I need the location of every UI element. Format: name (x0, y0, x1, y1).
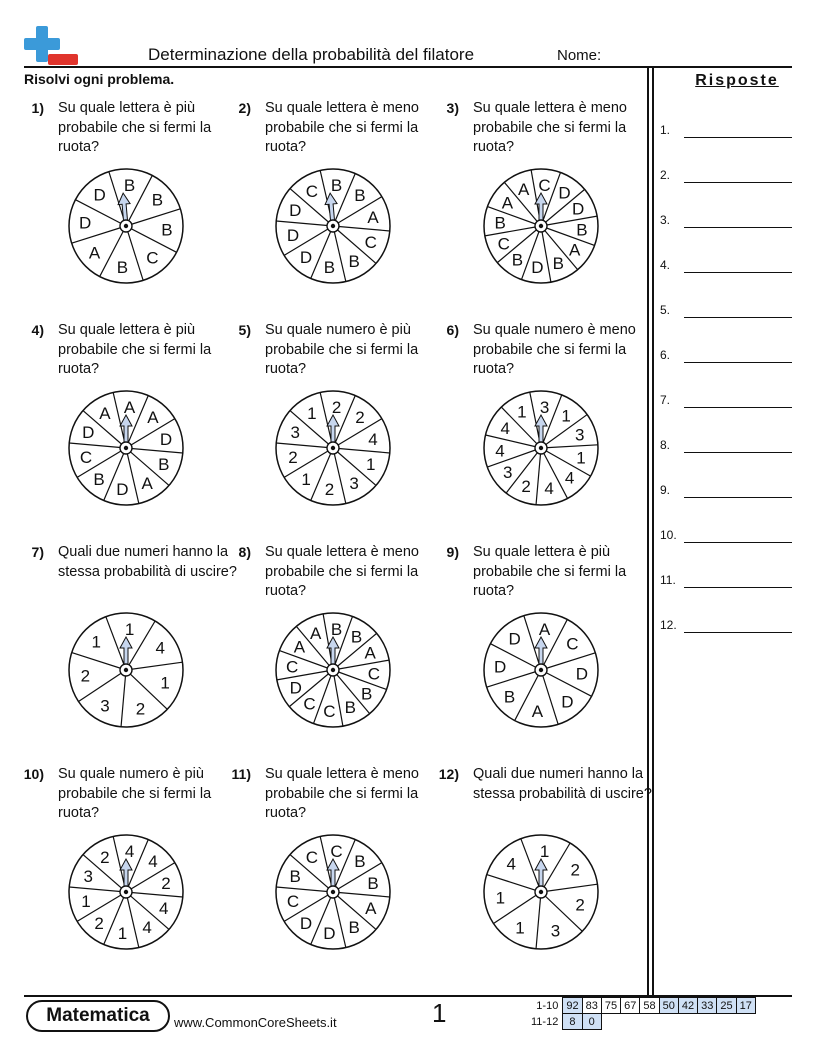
spinner-wheel (66, 610, 186, 730)
spinner-wheel (273, 388, 393, 508)
answer-number: 6. (660, 348, 671, 362)
sector-label: 2 (324, 479, 335, 499)
sector-label: 2 (521, 477, 531, 497)
problem-question: Su quale lettera è meno probabile che si fermi la ruota? (473, 100, 627, 155)
sector-label: C (566, 634, 579, 654)
sector-label: 1 (117, 923, 128, 943)
spinner-wheel (481, 388, 601, 508)
sector-label: 2 (570, 860, 580, 880)
sector-label: 4 (544, 479, 554, 499)
spinner-hub-dot (331, 890, 335, 894)
score-row (528, 1014, 755, 1030)
answer-number: 10. (660, 528, 677, 542)
sector-label: 1 (307, 403, 317, 423)
answer-number: 11. (660, 573, 676, 587)
header-rule (24, 66, 792, 68)
answer-number: 1. (660, 123, 671, 137)
footer-url[interactable]: www.CommonCoreSheets.it (174, 1015, 337, 1030)
sector-label: 2 (135, 699, 146, 719)
sector-label: C (303, 694, 316, 714)
page-number: 1 (432, 998, 447, 1028)
score-cell: 67 (621, 998, 640, 1014)
answer-number: 7. (660, 393, 671, 407)
sector-label: 2 (575, 895, 585, 915)
sector-label: 4 (142, 918, 152, 938)
sector-label: 4 (155, 638, 165, 658)
sector-label: 4 (495, 441, 505, 461)
spinner-hub-dot (124, 890, 128, 894)
score-cell: 50 (659, 998, 678, 1014)
problem-question: Su quale lettera è meno probabile che si fermi la ruota? (265, 544, 419, 599)
sector-label: A (365, 899, 377, 919)
sector-label: A (147, 408, 159, 428)
problem-question: Su quale lettera è più probabile che si fermi la ruota? (58, 322, 212, 377)
sector-label: 4 (159, 899, 169, 919)
sector-label: 2 (288, 448, 298, 468)
sector-label: B (348, 252, 360, 272)
answer-blank[interactable] (684, 182, 792, 183)
spinner-hub-dot (124, 446, 128, 450)
sector-label: 3 (290, 422, 300, 442)
spinner-wheel (481, 832, 601, 952)
problem-number: 8) (238, 544, 251, 560)
answer-blank[interactable] (684, 227, 792, 228)
score-cell: 83 (582, 998, 601, 1014)
problem-number: 5) (238, 322, 251, 338)
sector-label: D (286, 226, 300, 246)
sector-label: 3 (574, 425, 585, 445)
sector-label: C (146, 248, 159, 268)
sector-label: A (88, 243, 101, 263)
sector-label: B (367, 873, 379, 893)
problem-number: 9) (446, 544, 459, 560)
sector-label: 1 (515, 918, 525, 938)
answer-blank[interactable] (684, 632, 792, 633)
score-row (528, 998, 755, 1014)
sector-label: D (289, 678, 302, 698)
sector-label: A (123, 398, 136, 418)
score-cell: 92 (563, 998, 582, 1014)
sector-label: C (305, 847, 319, 867)
sector-label: C (286, 892, 300, 912)
sector-label: 4 (506, 854, 517, 874)
sector-label: D (299, 247, 313, 267)
sector-label: 1 (539, 842, 550, 862)
column-divider (652, 68, 654, 995)
sector-label: 3 (100, 696, 110, 716)
sector-label: B (123, 176, 136, 196)
sector-label: D (323, 923, 336, 943)
answer-blank[interactable] (684, 587, 792, 588)
sector-label: B (552, 254, 565, 274)
sector-label: B (511, 250, 524, 270)
spinner-wheel (66, 166, 186, 286)
sector-label: 2 (355, 408, 365, 428)
sector-label: D (508, 629, 521, 649)
sector-label: B (360, 684, 373, 704)
answer-blank[interactable] (684, 452, 792, 453)
score-cell: 8 (563, 1014, 582, 1030)
spinner-hub-dot (539, 446, 543, 450)
brand-logo: Matematica (26, 1000, 170, 1032)
sector-label: B (330, 620, 343, 640)
score-cell: 58 (640, 998, 659, 1014)
spinner-wheel (481, 610, 601, 730)
sector-label: A (309, 623, 322, 643)
score-range-label: 1-10 (536, 999, 559, 1012)
sector-label: 1 (576, 448, 586, 468)
sector-label: C (538, 176, 551, 196)
spinner-wheel (273, 832, 393, 952)
sector-label: 3 (550, 921, 561, 941)
answer-number: 8. (660, 438, 671, 452)
sector-label: A (367, 207, 379, 227)
answer-blank[interactable] (684, 407, 792, 408)
sector-label: B (151, 190, 164, 210)
sector-label: A (517, 179, 530, 199)
sector-label: A (293, 637, 306, 657)
sector-label: 1 (81, 892, 91, 912)
sector-label: 1 (160, 673, 170, 693)
spinner-wheel (66, 388, 186, 508)
sector-label: B (354, 852, 366, 872)
score-cell: 33 (698, 998, 717, 1014)
sector-label: B (576, 220, 588, 240)
sector-label: 4 (564, 468, 575, 488)
score-cell: 17 (736, 998, 755, 1014)
spinner-wheel (481, 166, 601, 286)
sector-label: 1 (91, 632, 102, 652)
sector-label: B (503, 687, 516, 707)
sector-label: 2 (80, 666, 91, 686)
score-cell: 75 (601, 998, 620, 1014)
sector-label: 4 (124, 842, 135, 862)
sector-label: C (330, 842, 343, 862)
problem-question: Su quale lettera è più probabile che si fermi la ruota? (58, 100, 212, 155)
problem-question: Su quale numero è meno probabile che si fermi la ruota? (473, 322, 636, 377)
sector-label: B (116, 257, 129, 277)
sector-label: D (558, 183, 571, 203)
spinner-hub-dot (331, 224, 335, 228)
spinner-wheel (66, 832, 186, 952)
spinner-hub-dot (539, 890, 543, 894)
spinner-wheel (273, 166, 393, 286)
sector-label: A (531, 701, 544, 721)
sector-label: A (364, 643, 376, 663)
instructions: Risolvi ogni problema. (24, 71, 175, 87)
sector-label: D (82, 422, 95, 442)
problem-number: 10) (23, 766, 44, 782)
sector-label: D (531, 257, 544, 277)
sector-label: 2 (331, 398, 342, 418)
score-cell: 42 (678, 998, 697, 1014)
sector-label: D (116, 479, 129, 499)
sector-label: 3 (503, 463, 513, 483)
spinner-hub-dot (539, 224, 543, 228)
sector-label: 2 (161, 873, 171, 893)
sector-label: C (364, 233, 377, 253)
sector-label: B (348, 918, 360, 938)
problem-question: Su quale lettera è più probabile che si fermi la ruota? (473, 544, 627, 599)
sector-label: B (323, 257, 336, 277)
sector-label: D (289, 200, 302, 220)
sector-label: B (289, 866, 301, 886)
sector-label: 1 (495, 888, 506, 908)
sector-label: C (285, 657, 299, 677)
sector-label: B (93, 469, 105, 489)
sector-label: D (93, 185, 106, 205)
problem-number: 6) (446, 322, 459, 338)
plus-minus-logo-icon (24, 24, 80, 68)
score-range-label: 11-12 (531, 1015, 559, 1028)
sector-label: A (501, 193, 514, 213)
sector-label: 3 (83, 866, 93, 886)
sector-label: A (141, 474, 153, 494)
sector-label: D (561, 692, 574, 712)
sector-label: D (78, 213, 92, 233)
answer-number: 9. (660, 483, 671, 497)
problem-number: 2) (238, 100, 251, 116)
sector-label: 1 (561, 406, 571, 426)
spinner-hub-dot (124, 224, 128, 228)
sector-label: A (538, 620, 551, 640)
answer-number: 4. (660, 258, 671, 272)
answer-blank[interactable] (684, 272, 792, 273)
sector-label: B (494, 213, 506, 233)
sector-label: 1 (124, 620, 135, 640)
answer-number: 3. (660, 213, 671, 227)
problem-number: 7) (31, 544, 44, 560)
score-table (528, 997, 756, 1030)
spinner-hub-dot (331, 668, 335, 672)
sector-label: D (572, 199, 585, 219)
problem-question: Quali due numeri hanno la stessa probabilità di uscire? (473, 766, 652, 802)
page-title: Determinazione della probabilità del filatore (148, 45, 475, 64)
sector-label: B (161, 220, 173, 240)
sector-label: 3 (349, 474, 359, 494)
answer-blank[interactable] (684, 497, 792, 498)
sector-label: B (350, 627, 363, 647)
sector-label: 4 (500, 418, 511, 438)
answers-title: Risposte (695, 72, 779, 89)
sector-label: C (79, 448, 93, 468)
sector-label: 3 (539, 398, 550, 418)
sector-label: 1 (517, 402, 527, 422)
problem-number: 11) (231, 766, 251, 782)
sector-label: 4 (368, 429, 378, 449)
answer-blank[interactable] (684, 137, 792, 138)
spinner-hub-dot (124, 668, 128, 672)
score-cell: 0 (582, 1014, 601, 1030)
sector-label: D (575, 664, 589, 684)
column-divider (647, 68, 649, 995)
answer-blank[interactable] (684, 362, 792, 363)
sector-label: 4 (148, 852, 158, 872)
answer-blank[interactable] (684, 317, 792, 318)
answer-blank[interactable] (684, 542, 792, 543)
problem-number: 3) (446, 100, 459, 116)
sector-label: B (330, 176, 343, 196)
spinner-hub-dot (331, 446, 335, 450)
problem-number: 4) (31, 322, 44, 338)
sector-label: C (323, 701, 336, 721)
sector-label: D (159, 429, 173, 449)
sector-label: C (367, 664, 381, 684)
sector-label: B (354, 186, 366, 206)
sector-label: 2 (100, 847, 110, 867)
name-label: Nome: (557, 47, 602, 64)
sector-label: D (493, 657, 507, 677)
sector-label: A (99, 403, 111, 423)
problem-question: Quali due numeri hanno la stessa probabilità di uscire? (58, 544, 237, 580)
score-cell: 25 (717, 998, 736, 1014)
sector-label: 1 (301, 469, 311, 489)
problem-number: 12) (438, 766, 459, 782)
sector-label: B (158, 455, 170, 475)
answer-number: 5. (660, 303, 671, 317)
problem-question: Su quale lettera è meno probabile che si fermi la ruota? (265, 100, 419, 155)
answer-number: 12. (660, 618, 677, 632)
sector-label: B (344, 698, 357, 718)
answer-number: 2. (660, 168, 671, 182)
sector-label: C (305, 181, 319, 201)
problem-question: Su quale lettera è meno probabile che si fermi la ruota? (265, 766, 419, 821)
sector-label: C (497, 234, 510, 254)
sector-label: D (299, 913, 313, 933)
spinner-wheel (273, 610, 393, 730)
problem-question: Su quale numero è più probabile che si fermi la ruota? (265, 322, 419, 377)
sector-label: A (568, 240, 581, 260)
spinner-hub-dot (539, 668, 543, 672)
problem-question: Su quale numero è più probabile che si fermi la ruota? (58, 766, 212, 821)
sector-label: 1 (366, 455, 376, 475)
problem-number: 1) (31, 100, 44, 116)
sector-label: 2 (94, 913, 104, 933)
